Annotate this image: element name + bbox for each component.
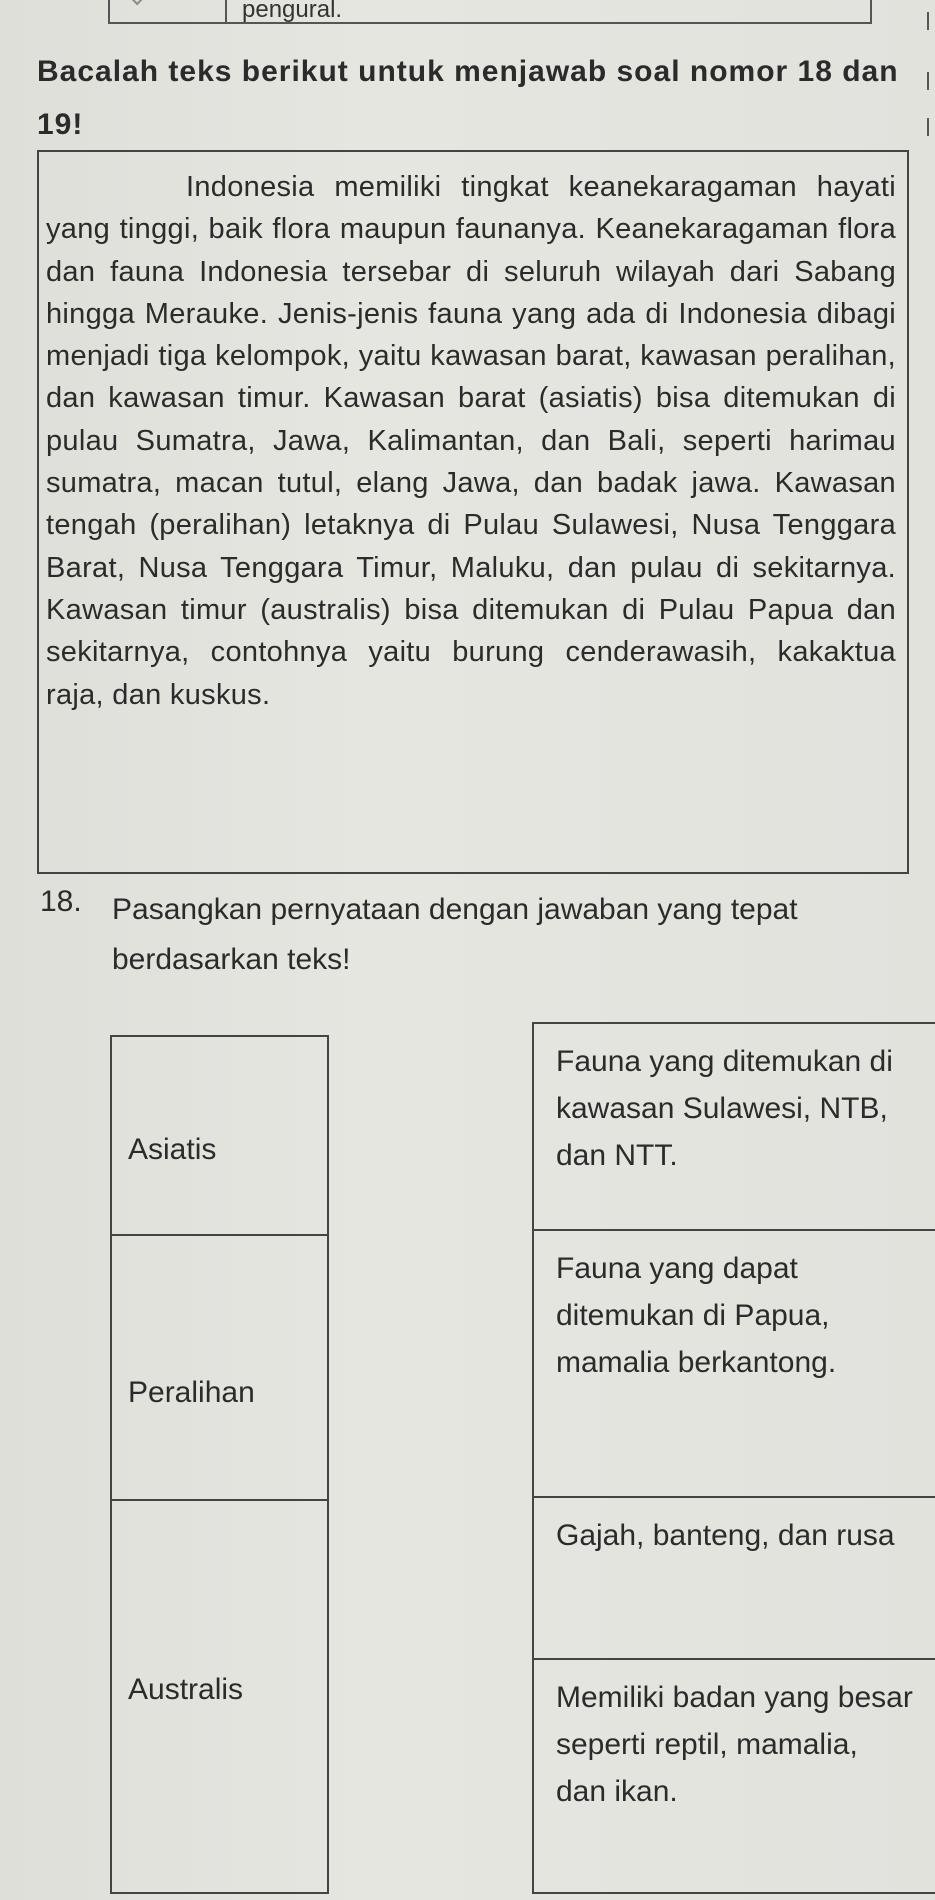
page-edge-mark bbox=[913, 72, 929, 90]
statement-column bbox=[110, 1035, 329, 1894]
question-text: Pasangkan pernyataan dengan jawaban yang tepat berdasarkan teks! bbox=[112, 893, 798, 976]
page-edge-mark bbox=[913, 12, 929, 30]
answer-cell[interactable] bbox=[534, 1231, 935, 1498]
statement-cell-australis[interactable] bbox=[112, 1501, 327, 1892]
answer-cell[interactable] bbox=[534, 1498, 935, 1660]
instruction-text: Bacalah teks berikut untuk menjawab soal nomor 18 dan 19! bbox=[37, 55, 899, 141]
reading-passage: Indonesia memiliki tingkat keanekaragaman hayati yang tinggi, baik flora maupun faunanya. Keanekaragaman flora dan fauna Indonesia tersebar di seluruh wilayah dari Sabang hingga Merauke. Jenis-jenis fauna yang ada di Indonesia dibagi menjadi tiga kelompok, yaitu kawasan barat, kawasan peralihan, dan kawasan timur. Kawasan barat (asiatis) bisa ditemukan di pulau Sumatra, Jawa, Kalimantan, dan Bali, seperti harimau sumatra, macan tutul, elang Jawa, dan badak jawa. Kawasan tengah (peralihan) letaknya di Pulau Sulawesi, Nusa Tenggara Barat, Nusa Tenggara Timur, Maluku, dan pulau di sekitarnya. Kawasan timur (australis) bisa ditemukan di Pulau Papua dan sekitarnya, contohnya yaitu burung cenderawasih, kakaktua raja, dan kuskus. bbox=[46, 171, 896, 711]
page-edge-mark bbox=[913, 118, 929, 136]
table-divider bbox=[225, 0, 227, 22]
statement-label: Peralihan bbox=[128, 1376, 255, 1409]
statement-label: Australis bbox=[128, 1673, 244, 1706]
answer-text: Fauna yang dapat ditemukan di Papua, mamalia berkantong. bbox=[556, 1252, 837, 1379]
answer-cell[interactable] bbox=[534, 1660, 935, 1894]
answer-text: Fauna yang ditemukan di kawasan Sulawesi, NTB, dan NTT. bbox=[556, 1045, 893, 1172]
question-number: 18. bbox=[40, 885, 82, 918]
statement-cell-peralihan[interactable] bbox=[112, 1236, 327, 1501]
statement-cell-asiatis[interactable] bbox=[112, 1037, 327, 1236]
previous-answer-table bbox=[108, 0, 872, 24]
statement-label: Asiatis bbox=[128, 1133, 217, 1166]
answer-text: Gajah, banteng, dan rusa bbox=[556, 1519, 895, 1552]
previous-answer-word: pengural. bbox=[242, 0, 343, 23]
answer-cell[interactable] bbox=[534, 1024, 935, 1231]
answer-column bbox=[532, 1022, 935, 1894]
check-mark-icon bbox=[129, 0, 152, 5]
reading-passage-box bbox=[37, 150, 909, 874]
answer-text: Memiliki badan yang besar seperti reptil, mamalia, dan ikan. bbox=[556, 1681, 913, 1808]
